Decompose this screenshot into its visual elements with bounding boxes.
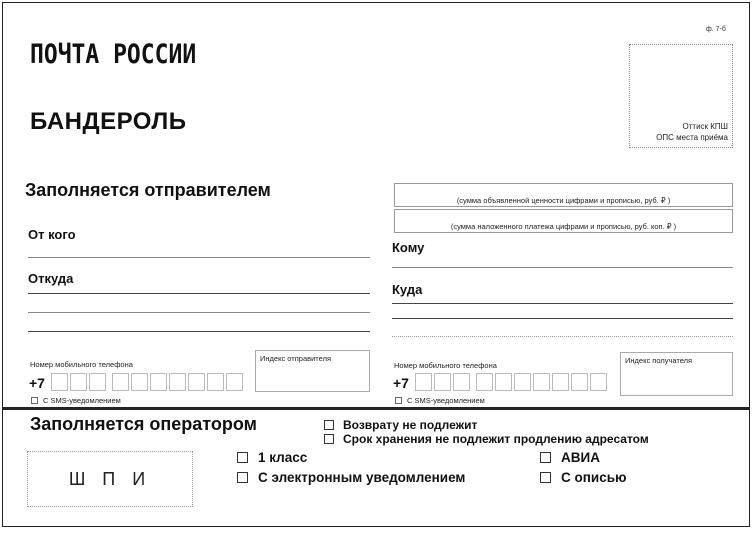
phone-cell[interactable] — [434, 373, 451, 391]
e-notification-option[interactable] — [237, 470, 465, 485]
phone-cell[interactable] — [533, 373, 550, 391]
document-title: БАНДЕРОЛЬ — [30, 108, 187, 135]
recipient-sms-label: С SMS-уведомлением — [407, 396, 485, 405]
phone-cell[interactable] — [590, 373, 607, 391]
form-code: ф. 7-б — [706, 26, 726, 33]
recipient-phone-prefix: +7 — [393, 375, 409, 391]
sender-sms-label: С SMS-уведомлением — [43, 396, 121, 405]
recipient-address-line-3[interactable] — [392, 336, 733, 337]
sender-section-title: Заполняется отправителем — [25, 180, 271, 200]
recipient-sms-option[interactable] — [395, 396, 485, 405]
checkbox-icon[interactable] — [324, 420, 334, 430]
sender-address-label: Откуда — [28, 271, 74, 286]
recipient-address-line-2[interactable] — [392, 318, 733, 319]
phone-cell[interactable] — [89, 373, 106, 391]
sender-address-line-3[interactable] — [28, 331, 370, 332]
no-return-option[interactable] — [324, 418, 477, 432]
from-line[interactable] — [28, 257, 370, 258]
avia-label: АВИА — [561, 450, 600, 465]
no-extension-option[interactable] — [324, 432, 649, 446]
phone-cell[interactable] — [131, 373, 148, 391]
declared-value-box[interactable] — [394, 183, 733, 207]
stamp-caption — [656, 121, 728, 143]
from-label: От кого — [28, 227, 76, 242]
recipient-phone-label: Номер мобильного телефона — [394, 361, 497, 370]
shpi-label: Ш П И — [68, 468, 152, 489]
stamp-caption-line-2: ОПС места приёма — [656, 133, 728, 142]
first-class-option[interactable] — [237, 450, 307, 465]
avia-option[interactable] — [540, 450, 600, 465]
checkbox-icon[interactable] — [237, 452, 248, 463]
recipient-index-box[interactable] — [620, 352, 733, 396]
recipient-index-label: Индекс получателя — [625, 356, 693, 365]
phone-cell[interactable] — [70, 373, 87, 391]
to-line[interactable] — [392, 267, 733, 268]
cod-amount-hint: (сумма наложенного платежа цифрами и прописью, руб. коп. ₽ ) — [450, 222, 677, 231]
checkbox-icon[interactable] — [540, 472, 551, 483]
phone-cell[interactable] — [169, 373, 186, 391]
stamp-caption-line-1: Оттиск КПШ — [682, 122, 728, 131]
to-label: Кому — [392, 240, 425, 255]
sender-address-line-2[interactable] — [28, 312, 370, 313]
sender-phone-label: Номер мобильного телефона — [30, 360, 133, 369]
e-notification-label: С электронным уведомлением — [258, 470, 466, 485]
operator-section-title: Заполняется оператором — [30, 414, 257, 434]
cod-amount-box[interactable] — [394, 209, 733, 233]
no-return-label: Возврату не подлежит — [343, 418, 478, 432]
with-inventory-label: С описью — [561, 470, 627, 485]
declared-value-hint: (сумма объявленной ценности цифрами и прописью, руб. ₽ ) — [456, 196, 671, 205]
phone-cell[interactable] — [188, 373, 205, 391]
sender-phone-prefix: +7 — [29, 375, 45, 391]
with-inventory-option[interactable] — [540, 470, 627, 485]
phone-cell[interactable] — [415, 373, 432, 391]
checkbox-icon[interactable] — [395, 397, 402, 404]
phone-cell[interactable] — [207, 373, 224, 391]
phone-cell[interactable] — [453, 373, 470, 391]
phone-cell[interactable] — [112, 373, 129, 391]
phone-cell[interactable] — [226, 373, 243, 391]
recipient-phone-cells[interactable] — [415, 373, 609, 391]
phone-cell[interactable] — [495, 373, 512, 391]
sender-index-label: Индекс отправителя — [260, 354, 332, 363]
recipient-address-line-1[interactable] — [392, 303, 733, 304]
phone-cell[interactable] — [552, 373, 569, 391]
checkbox-icon[interactable] — [324, 434, 334, 444]
stamp-area — [629, 44, 733, 148]
section-divider — [2, 407, 750, 410]
phone-cell[interactable] — [514, 373, 531, 391]
sender-index-box[interactable] — [255, 350, 370, 392]
recipient-address-label: Куда — [392, 282, 423, 297]
sender-sms-option[interactable] — [31, 396, 121, 405]
phone-cell[interactable] — [571, 373, 588, 391]
checkbox-icon[interactable] — [237, 472, 248, 483]
checkbox-icon[interactable] — [540, 452, 551, 463]
checkbox-icon[interactable] — [31, 397, 38, 404]
phone-cell[interactable] — [51, 373, 68, 391]
phone-cell[interactable] — [150, 373, 167, 391]
no-extension-label: Срок хранения не подлежит продлению адресатом — [343, 432, 649, 446]
phone-cell[interactable] — [476, 373, 493, 391]
sender-phone-cells[interactable] — [51, 373, 245, 391]
first-class-label: 1 класс — [258, 450, 308, 465]
brand-logo-text: ПОЧТА РОССИИ — [30, 40, 197, 70]
sender-address-line-1[interactable] — [28, 293, 370, 294]
shpi-barcode-area — [27, 451, 193, 507]
